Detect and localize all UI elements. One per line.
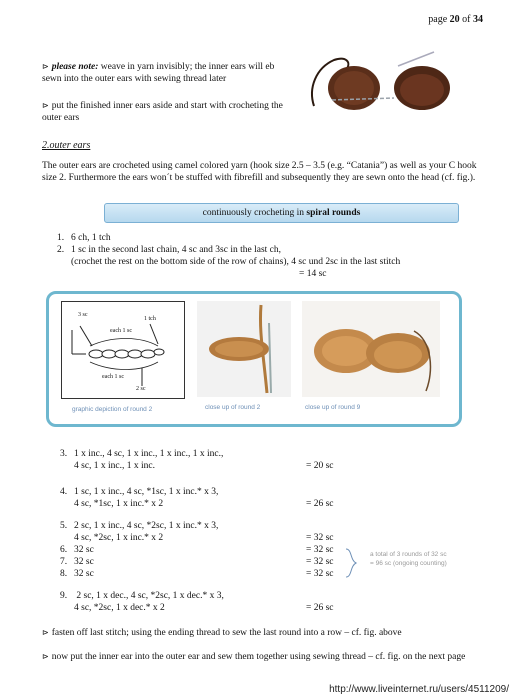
- intro-paragraph: The outer ears are crocheted using camel colored yarn (hook size 2.5 – 3.5 (e.g. “Catania”) as well as your C hook size 2. Furthermore the ears won´t be stuffed with fibrefill and subsequently they are sewn onto the head (cf. fig.).: [42, 161, 477, 183]
- step-7-result: = 32 sc: [306, 557, 334, 567]
- step-2-result: = 14 sc: [299, 269, 327, 279]
- step-3: 3. 1 x inc., 4 sc, 1 x inc., 1 x inc., 1 x inc.,: [60, 449, 224, 459]
- step-9-result: = 26 sc: [306, 603, 334, 613]
- caption-closeup-round-2: close up of round 2: [205, 404, 261, 411]
- round-9-photo: [302, 301, 440, 397]
- diag-label-3sc: 3 sc: [78, 312, 88, 318]
- diag-label-each1sc-bottom: each 1 sc: [102, 374, 124, 380]
- bracket-note: a total of 3 rounds of 32 sc = 96 sc (ongoing counting): [370, 551, 447, 567]
- step-6-result: = 32 sc: [306, 545, 334, 555]
- step-1: 1. 6 ch, 1 tch: [57, 233, 111, 243]
- step-4-line2: 4 sc, *1sc, 1 x inc.* x 2: [74, 499, 164, 509]
- step-8: 8. 32 sc: [60, 569, 94, 579]
- step-3-result: = 20 sc: [306, 461, 334, 471]
- spiral-rounds-banner: continuously crocheting in spiral rounds: [104, 203, 459, 223]
- step-4: 4. 1 sc, 1 x inc., 4 sc, *1sc, 1 x inc.* x 3,: [60, 487, 219, 497]
- inner-ears-photo: [306, 48, 454, 114]
- caption-closeup-round-9: close up of round 9: [305, 404, 361, 411]
- step-2-cont: (crochet the rest on the bottom side of the row of chains), 4 sc und 2sc in the last stitch: [71, 257, 401, 267]
- step-9: 9. 2 sc, 1 x dec., 4 sc, *2sc, 1 x dec.* x 3,: [60, 591, 224, 601]
- diag-label-1tch: 1 tch: [144, 316, 156, 322]
- diag-label-each1sc-top: each 1 sc: [110, 328, 132, 334]
- caption-graphic-round-2: graphic depiction of round 2: [72, 406, 153, 413]
- section-title: 2.outer ears: [42, 140, 91, 151]
- step-5-line2: 4 sc, *2sc, 1 x inc.* x 2: [74, 533, 164, 543]
- note-inner-aside: ⊳ put the finished inner ears aside and start with crocheting the outer ears: [42, 101, 283, 123]
- round-2-diagram: [61, 301, 185, 399]
- step-3-line2: 4 sc, 1 x inc., 1 x inc.: [74, 461, 156, 471]
- diag-label-2sc: 2 sc: [136, 386, 146, 392]
- page-number: page 20 of 34: [428, 14, 483, 25]
- step-9-line2: 4 sc, *2sc, 1 x dec.* x 2: [74, 603, 165, 613]
- footer-url: http://www.liveinternet.ru/users/4511209/: [329, 684, 509, 695]
- step-2: 2. 1 sc in the second last chain, 4 sc and 3sc in the last ch,: [57, 245, 282, 255]
- step-5-result: = 32 sc: [306, 533, 334, 543]
- step-4-result: = 26 sc: [306, 499, 334, 509]
- note-inner-into-outer: ⊳ now put the inner ear into the outer ear and sew them together using sewing thread – cf. fig. on the next page: [42, 652, 466, 662]
- step-6: 6. 32 sc: [60, 545, 94, 555]
- step-5: 5. 2 sc, 1 x inc., 4 sc, *2sc, 1 x inc.* x 3,: [60, 521, 219, 531]
- note-weave-in: ⊳ please note: weave in yarn invisibly; the inner ears will eb sewn into the outer ears with sewing thread later: [42, 62, 275, 84]
- step-8-result: = 32 sc: [306, 569, 334, 579]
- rounds-bracket-icon: [344, 548, 358, 581]
- step-7: 7. 32 sc: [60, 557, 94, 567]
- note-fasten-off: ⊳ fasten off last stitch; using the ending thread to sew the last round into a row – cf. fig. above: [42, 628, 402, 638]
- round-2-photo: [197, 301, 291, 397]
